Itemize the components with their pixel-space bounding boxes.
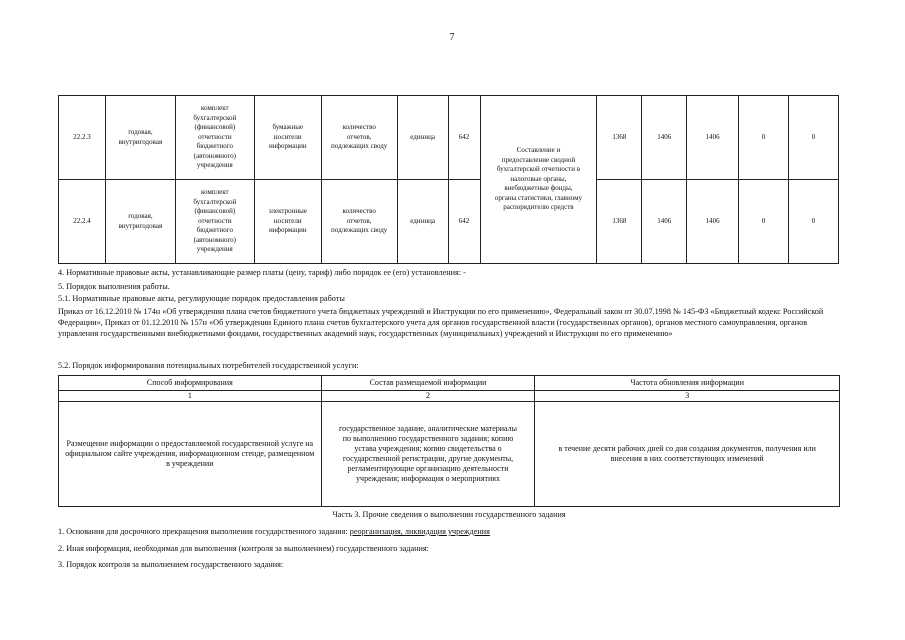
row-measure-name: количество отчетов, подлежащих своду bbox=[321, 96, 397, 180]
part-3-item-2: 2. Иная информация, необходимая для выполнения (контроля за выполнением) государственного задания: bbox=[58, 544, 429, 553]
row-okei: 642 bbox=[448, 96, 480, 180]
column-number: 1 bbox=[59, 391, 322, 402]
row-value-4: 0 bbox=[739, 96, 789, 180]
section-5-heading: 5. Порядок выполнения работы. bbox=[58, 282, 170, 291]
section-5-2-heading: 5.2. Порядок информирования потенциальных потребителей государственной услуги: bbox=[58, 361, 359, 370]
row-periodicity: годовая, внутригодовая bbox=[105, 96, 175, 180]
work-volume-table bbox=[58, 95, 839, 264]
informing-method: Размещение информации о предоставляемой государственной услуге на официальном сайте учреждения, информационном стенде, размещенном в учреждении bbox=[59, 402, 322, 507]
column-number: 3 bbox=[535, 391, 840, 402]
row-periodicity: годовая, внутригодовая bbox=[105, 180, 175, 264]
informing-content: государственное задание, аналитические материалы по выполнению государственного задания; копию устава учреждения; копию свидетельства о государственной регистрации, другие документы, регламентирующие организацию деятельности учреждения; информация о мероприятиях bbox=[321, 402, 535, 507]
row-item: комплект бухгалтерской (финансовой) отчетности бюджетного (автономного) учреждения bbox=[175, 180, 254, 264]
row-unit: единица bbox=[397, 180, 448, 264]
row-code: 22.2.3 bbox=[59, 96, 106, 180]
part-3-title: Часть 3. Прочие сведения о выполнении государственного задания bbox=[332, 510, 566, 519]
table-row bbox=[59, 180, 839, 264]
row-value-2: 1406 bbox=[642, 96, 687, 180]
row-value-1: 1368 bbox=[597, 180, 642, 264]
part-3-item-1 bbox=[58, 526, 490, 537]
row-value-3: 1406 bbox=[687, 180, 739, 264]
update-frequency: в течение десяти рабочих дней со дня создания документов, получения или внесения в них соответствующих изменений bbox=[535, 402, 840, 507]
table-header-row bbox=[59, 376, 840, 391]
row-value-3: 1406 bbox=[687, 96, 739, 180]
orders-paragraph: Приказ от 16.12.2010 № 174н «Об утверждении плана счетов бюджетного учета бюджетных учреждений и Инструкции по его применению», Федеральный закон от 30.07.1998 № 145-ФЗ «Бюджетный кодекс Российской Федерации», Приказ от 01.12.2010 № 157н «Об утверждении Единого плана счетов бухгалтерского учета для органов государственной власти (государственных органов), органов местного самоуправления, органов управления государственными внебюджетными фондами, государственных академий наук, государственных (муниципальных) учреждений и Инструкции по его применению» bbox=[58, 307, 824, 338]
page-number: 7 bbox=[449, 32, 455, 43]
merged-description: Составление и предоставление сводной бухгалтерской отчетности в налоговые органы, внебюджетные фонды, органы статистики, главному распорядителю средств bbox=[480, 96, 597, 264]
row-value-5: 0 bbox=[789, 180, 839, 264]
row-value-2: 1406 bbox=[642, 180, 687, 264]
table-row bbox=[59, 96, 839, 180]
table-row bbox=[59, 402, 840, 507]
section-4-text: 4. Нормативные правовые акты, устанавливающие размер платы (цену, тариф) либо порядок ее (его) установления: - bbox=[58, 268, 466, 277]
section-5-1-heading: 5.1. Нормативные правовые акты, регулирующие порядок предоставления работы bbox=[58, 294, 345, 303]
row-value-5: 0 bbox=[789, 96, 839, 180]
row-carrier: электронные носители информации bbox=[254, 180, 321, 264]
row-code: 22.2.4 bbox=[59, 180, 106, 264]
informing-table bbox=[58, 375, 840, 507]
part-3-item-1-label: 1. Основания для досрочного прекращения выполнения государственного задания: bbox=[58, 527, 350, 536]
row-value-4: 0 bbox=[739, 180, 789, 264]
column-header: Способ информирования bbox=[59, 376, 322, 391]
column-number: 2 bbox=[321, 391, 535, 402]
row-okei: 642 bbox=[448, 180, 480, 264]
part-3-item-1-value: реорганизация, ликвидация учреждения bbox=[349, 527, 490, 536]
part-3-item-3: 3. Порядок контроля за выполнением государственного задания: bbox=[58, 560, 284, 569]
column-header: Состав размещаемой информации bbox=[321, 376, 535, 391]
row-value-1: 1368 bbox=[597, 96, 642, 180]
row-unit: единица bbox=[397, 96, 448, 180]
row-carrier: бумажные носители информации bbox=[254, 96, 321, 180]
column-header: Частота обновления информации bbox=[535, 376, 840, 391]
row-item: комплект бухгалтерской (финансовой) отчетности бюджетного (автономного) учреждения bbox=[175, 96, 254, 180]
table-number-row bbox=[59, 391, 840, 402]
row-measure-name: количество отчетов, подлежащих своду bbox=[321, 180, 397, 264]
